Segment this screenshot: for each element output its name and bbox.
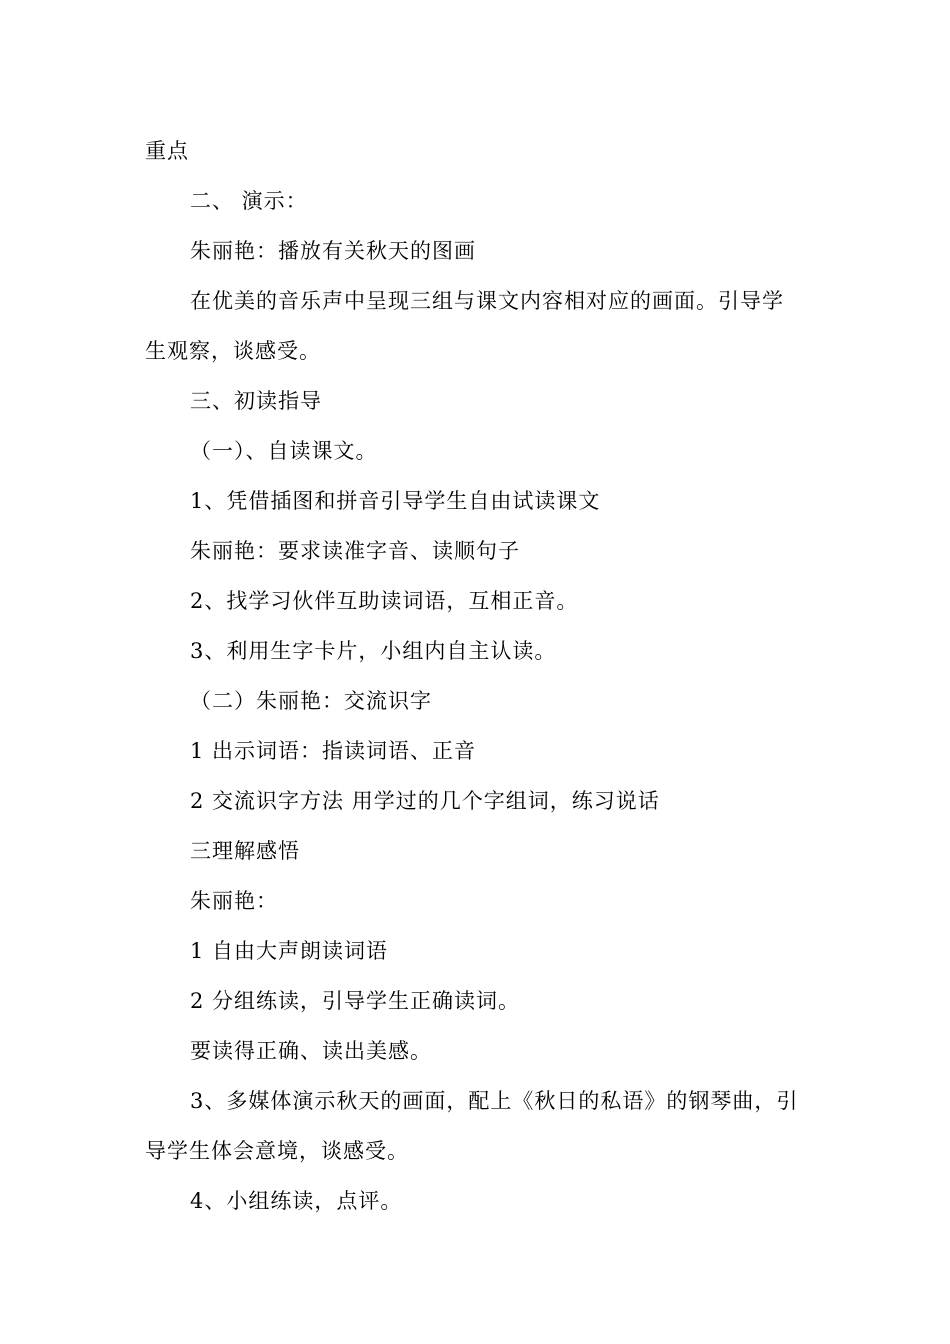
list-item: 4、小组练读，点评。: [190, 1189, 403, 1213]
list-item: 1、凭借插图和拼音引导学生自由试读课文: [190, 489, 601, 513]
text-line: 朱丽艳：: [190, 889, 278, 913]
paragraph-line: 生观察，谈感受。: [145, 339, 321, 363]
paragraph-line: 在优美的音乐声中呈现三组与课文内容相对应的画面。引导学: [190, 289, 784, 313]
section-heading: 三、初读指导: [190, 389, 322, 413]
list-item: 1 出示词语：指读词语、正音: [190, 739, 477, 763]
section-heading: 三理解感悟: [190, 839, 300, 863]
text-line: 朱丽艳：播放有关秋天的图画: [190, 239, 476, 263]
list-item: 2 交流识字方法 用学过的几个字组词，练习说话: [190, 789, 660, 813]
list-item: 2、找学习伙伴互助读词语，互相正音。: [190, 589, 579, 613]
list-item: 1 自由大声朗读词语: [190, 939, 389, 963]
section-heading: 二、 演示：: [190, 189, 308, 213]
subsection-heading: （二）朱丽艳：交流识字: [190, 689, 432, 713]
list-item: 2 分组练读，引导学生正确读词。: [190, 989, 521, 1013]
text-line: 重点: [145, 139, 189, 163]
text-line: 朱丽艳：要求读准字音、读顺句子: [190, 539, 520, 563]
subsection-heading: （一）、自读课文。: [190, 439, 378, 463]
list-item: 3、利用生字卡片，小组内自主认读。: [190, 639, 557, 663]
text-line: 要读得正确、读出美感。: [190, 1039, 432, 1063]
paragraph-line: 3、多媒体演示秋天的画面，配上《秋日的私语》的钢琴曲，引: [190, 1089, 799, 1113]
paragraph-line: 导学生体会意境，谈感受。: [145, 1139, 409, 1163]
